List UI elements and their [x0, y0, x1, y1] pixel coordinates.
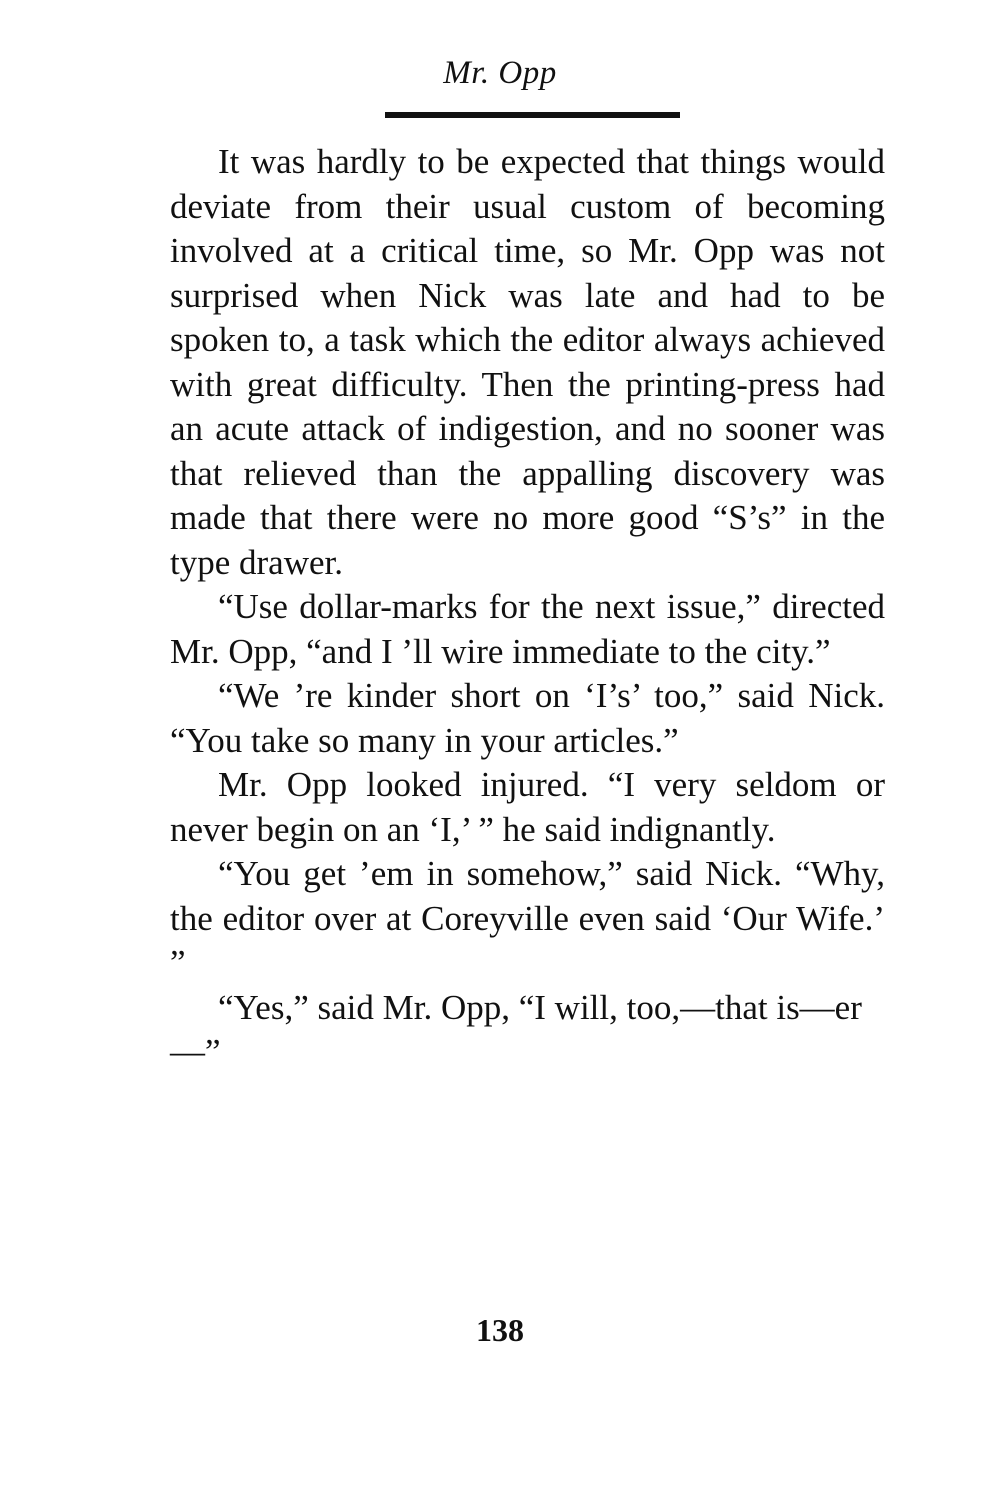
page-body — [170, 140, 885, 1075]
running-head: Mr. Opp — [443, 55, 557, 91]
paragraph: “We ’re kinder short on ‘I’s’ too,” said Nick. “You take so many in your articles.” — [170, 676, 885, 760]
header-rule — [385, 112, 680, 118]
paragraph: “Use dollar-marks for the next issue,” directed Mr. Opp, “and I ’ll wire immediate to the city.” — [170, 587, 885, 671]
paragraph: It was hardly to be expected that things would deviate from their usual custom of becoming involved at a critical time, so Mr. Opp was not surprised when Nick was late and had to be spoken to, a task which the editor always achieved with great difficulty. Then the printing-press had an acute attack of indigestion, and no sooner was that relieved than the appalling discovery was made that there were no more good “S’s” in the type drawer. — [170, 142, 885, 582]
page-number: 138 — [476, 1312, 524, 1348]
paragraph: “You get ’em in somehow,” said Nick. “Why, the editor over at Coreyville even said ‘Our Wife.’ ” — [170, 854, 885, 982]
paragraph: Mr. Opp looked injured. “I very seldom or never begin on an ‘I,’ ” he said indignantly. — [170, 765, 885, 849]
paragraph: “Yes,” said Mr. Opp, “I will, too,—that is—er—” — [170, 987, 862, 1071]
